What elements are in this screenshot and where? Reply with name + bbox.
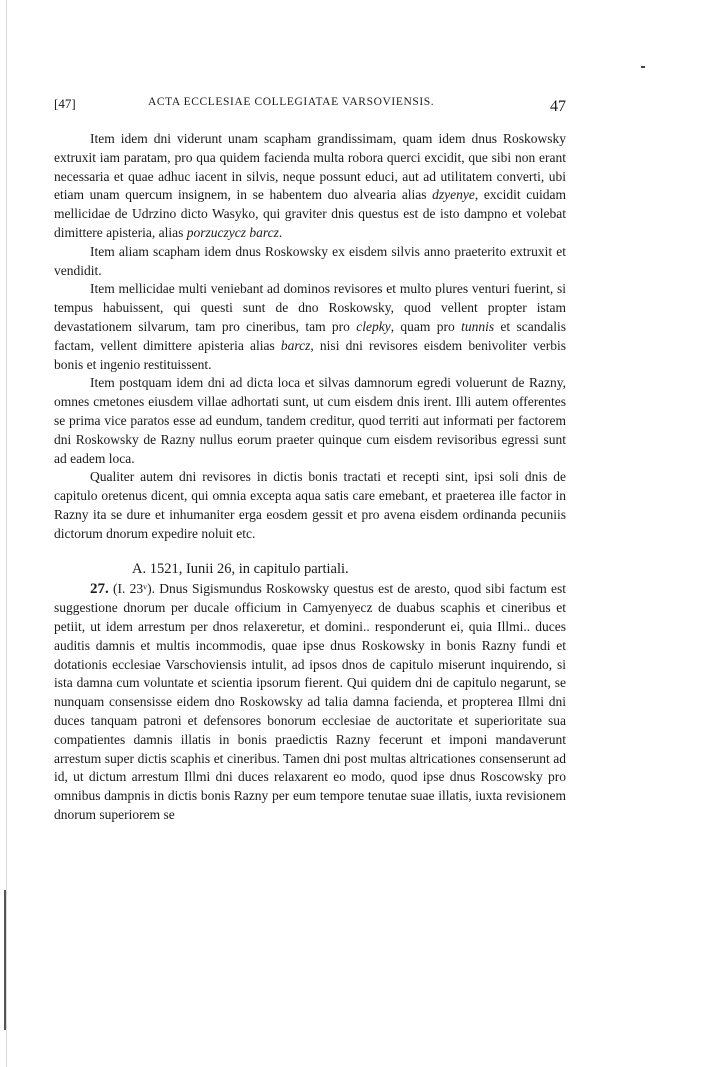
entry-paragraph (54, 580, 566, 824)
italic-term: clepky (356, 318, 391, 334)
text-run: Item mellicidae multi veniebant ad dominos revisores et multo plures venturi fuerint, si tempus habuissent, qui questi sunt de dno Roskowsky, quod vellent propter istam devastationem silvarum, tam pro cineribus, tam pro (54, 281, 566, 334)
paragraph (54, 468, 566, 543)
italic-term: dzyenye (432, 187, 475, 203)
italic-term: tunnis (461, 318, 495, 334)
italic-term: barcz (280, 337, 311, 353)
page-edge-mark (4, 890, 6, 1030)
text-run: Item postquam idem dni ad dicta loca et silvas damnorum egredi voluerunt de Razny, omnes cmetones eiusdem villae adhortati sunt, ut cum eisdem dnis irent. Illi autem offerentes se prima vice paratos esse ad eundum, tandem creditur, quod territi aut informati per factorem dni Roskowsky de Razny nullus eorum praeter quinque cum eisdem revisoribus egressi sunt ad eadem loca. (54, 375, 566, 466)
running-header (54, 94, 566, 118)
text-run: , nisi dni revisores eisdem benivoliter verbis bonis et ingenio restituissent. (54, 337, 566, 372)
page-number: 47 (550, 98, 566, 115)
text-run: Item idem dni viderunt unam scapham grandissimam, quam idem dnus Roskowsky extruxit iam paratam, pro qua quidem facienda multa robora querci excidit, que sibi non erant necessaria et quae adhuc iacent in silvis, neque possunt educi, aut ad utilitatem converti, ubi etiam unam quercum insignem, in se habentem duo alvearia alias (54, 131, 566, 203)
text-run: Item aliam scapham idem dnus Roskowsky ex eisdem silvis anno praeterito extruxit et vendidit. (54, 243, 566, 278)
page-body (54, 130, 566, 825)
paragraph (54, 374, 566, 468)
paragraph (54, 130, 566, 243)
page-edge-line (6, 0, 7, 1067)
text-run: Qualiter autem dni revisores in dictis bonis tractati et recepti sint, ipsi soli dnis de capitulo oretenus dicent, qui omnia excepta aqua satis care emebant, et praeterea ille factor in Razny ita se dure et inhumaniter erga eosdem gessit et pro avena eisdem ordinanda pecuniis dictorum dnorum expedire noluit etc. (54, 469, 566, 541)
page-reference: [47] (54, 96, 76, 111)
text-run: , excidit cuidam mellicidae de Udrzino dicto Wasyko, qui graviter dnis questus est de isto dampno et volebat dimittere apisteria, alias (54, 187, 566, 240)
text-run: et scandalis factam, vellent dimittere apisteria alias (54, 318, 566, 353)
paragraph (54, 280, 566, 374)
date-heading: A. 1521, Iunii 26, in capitulo partiali. (132, 560, 349, 577)
text-run: . (278, 224, 283, 240)
running-title: ACTA ECCLESIAE COLLEGIATAE VARSOVIENSIS. (148, 96, 435, 108)
italic-term: porzuczycz barcz (186, 224, 279, 240)
entry-text: (I. 23ᵛ). Dnus Sigismundus Roskowsky questus est de aresto, quod sibi factum est suggestione dnorum per ducale officium in Camyenyecz de duabus scaphis et cineribus et petiit, ut idem arrestum per dnos relaxeretur, et domini.. responderunt ei, quia Illmi.. duces auditis damnis et multis incommodis, quae ipse dnus Roskowsky in bonis Razny fundi et dotationis ecclesiae Varschoviensis intulit, ad ipsos dnos de capitulo miserunt inquirendo, si ista damna cum voluntate et scientia ipsorum fierent. Qui quidem dni de capitulo negarunt, se nunquam consensisse eidem dno Roskowsky ad talia damna facienda, et propterea Illmi dni duces tanquam patroni et defensores bonorum ecclesiae de auctoritate et superioritate sua compatientes damnis illatis in bonis praedictis Razny fecerunt et imponi mandaverunt arrestum super dictis scaphis et cineribus. Tamen dni post multas altricationes consenserunt ad id, ut dictum arrestum Illmi dni duces relaxarent eo modo, quod ipse dnus Roscowsky pro omnibus dampnis in dictis bonis Razny per eum tempore tenutae suae illatis, iuxta revisionem dnorum superiorem se (54, 581, 566, 822)
paragraph (54, 243, 566, 281)
scan-speck (641, 66, 645, 68)
entry-number: 27. (90, 581, 109, 598)
text-run: , quam pro (390, 318, 462, 334)
